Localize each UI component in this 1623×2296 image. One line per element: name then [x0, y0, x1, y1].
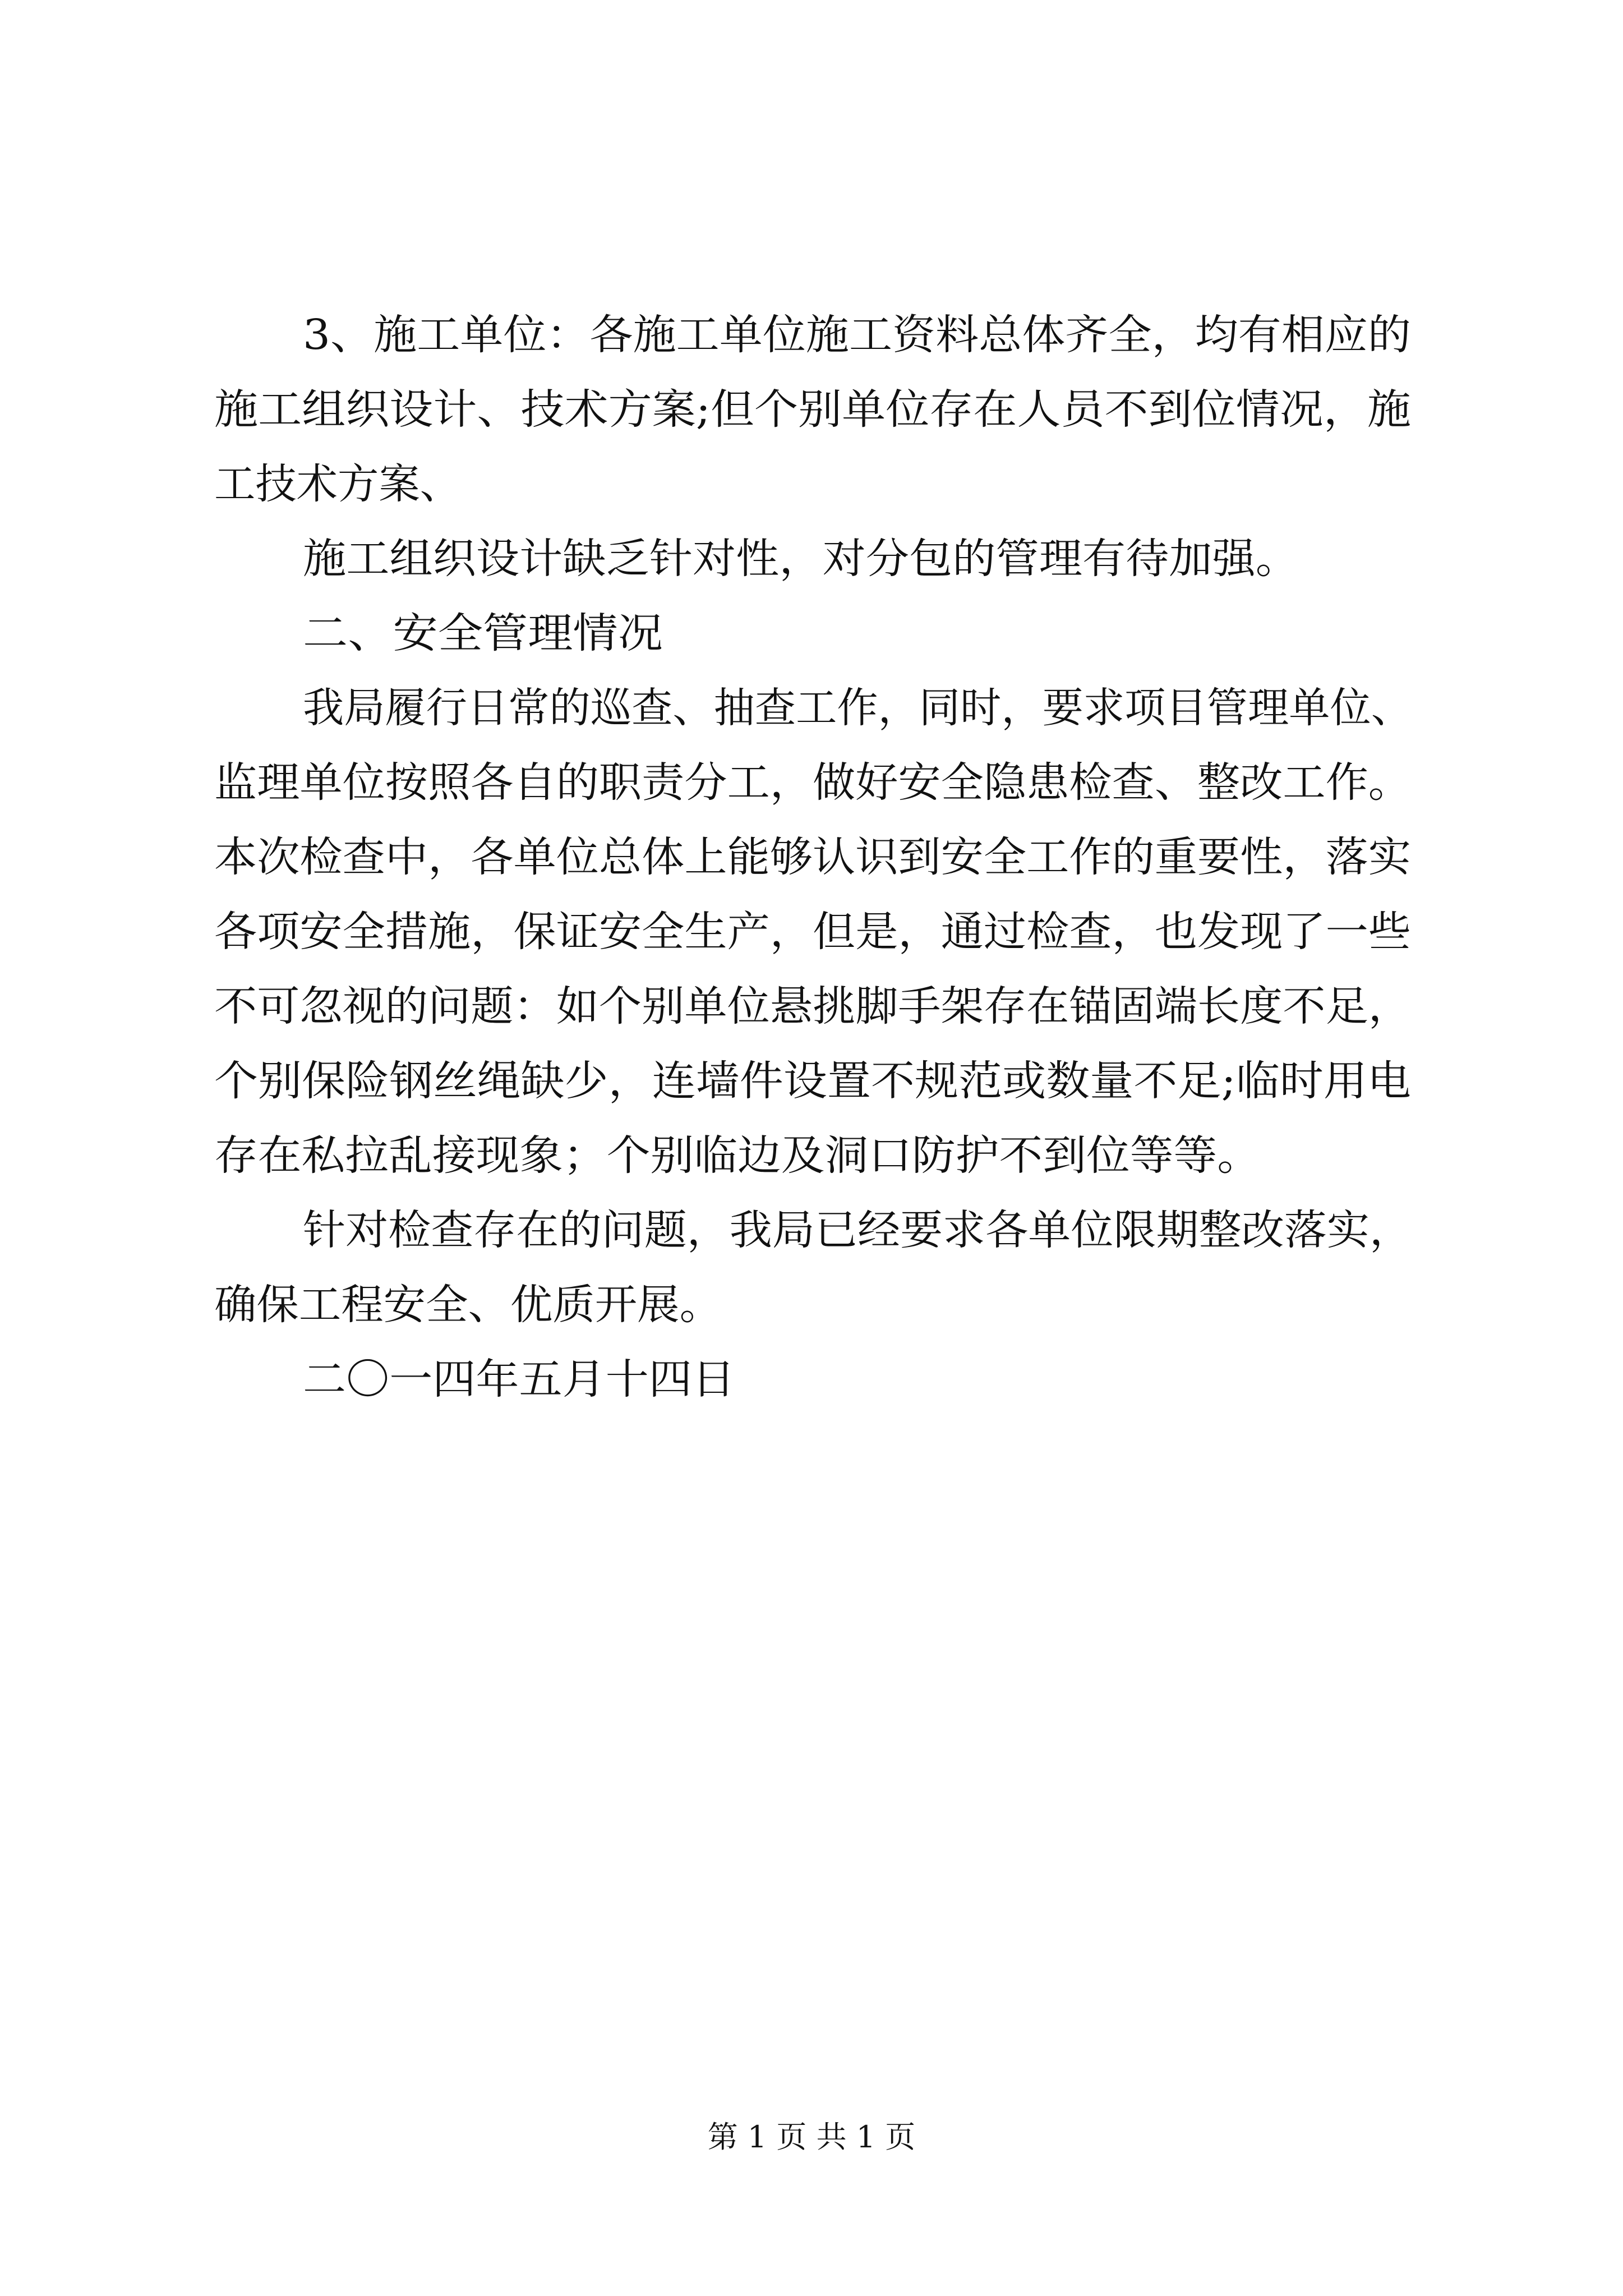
paragraph-line: 施工组织设计、技术方案;但个别单位存在人员不到位情况，施	[214, 385, 1411, 434]
paragraph-line: 施工组织设计缺乏针对性，对分包的管理有待加强。	[303, 535, 1299, 583]
section-heading: 二、安全管理情况	[303, 609, 663, 657]
date-line: 二〇一四年五月十四日	[303, 1355, 735, 1404]
page-footer	[0, 2115, 1623, 2160]
paragraph-line: 本次检查中，各单位总体上能够认识到安全工作的重要性，落实	[214, 833, 1411, 881]
paragraph-line: 个别保险钢丝绳缺少，连墙件设置不规范或数量不足;临时用电	[214, 1057, 1411, 1105]
paragraph-line: 监理单位按照各自的职责分工，做好安全隐患检查、整改工作。	[214, 758, 1411, 807]
paragraph-line: 存在私拉乱接现象；个别临边及洞口防护不到位等等。	[214, 1131, 1261, 1180]
page-number-label: 第 1 页 共 1 页	[707, 2119, 916, 2155]
paragraph-line: 针对检查存在的问题，我局已经要求各单位限期整改落实，	[303, 1206, 1412, 1254]
paragraph-line: 3、施工单位：各施工单位施工资料总体齐全，均有相应的	[303, 311, 1411, 359]
paragraph-line: 各项安全措施，保证安全生产，但是，通过检查，也发现了一些	[214, 908, 1411, 956]
paragraph-line: 确保工程安全、优质开展。	[214, 1281, 722, 1329]
paragraph-line: 不可忽视的问题：如个别单位悬挑脚手架存在锚固端长度不足，	[214, 982, 1411, 1030]
paragraph-line: 我局履行日常的巡查、抽查工作，同时，要求项目管理单位、	[303, 684, 1412, 732]
paragraph-line: 工技术方案、	[214, 460, 461, 508]
